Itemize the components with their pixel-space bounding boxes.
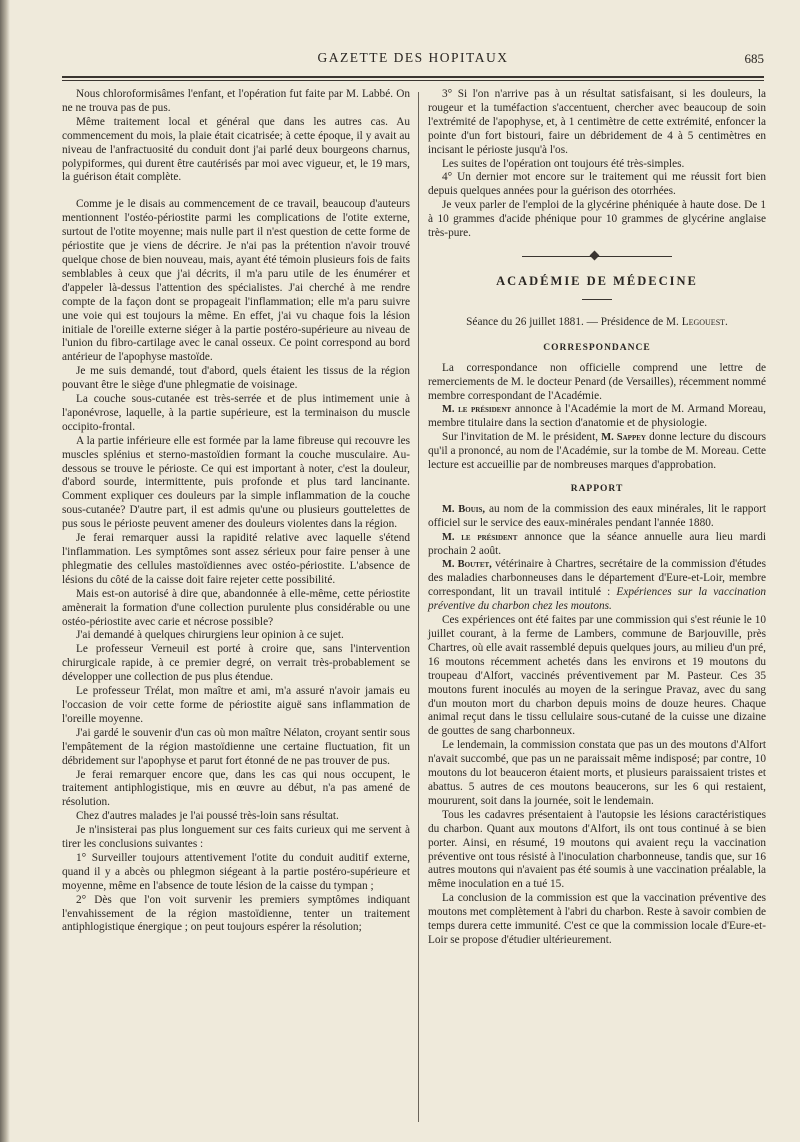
paragraph-text: Sur l'invitation de M. le président, [442,431,599,444]
running-title: GAZETTE DES HOPITAUX [317,50,509,65]
paragraph-text: au nom de la commission des eaux minérales, lit le rapport officiel sur le service des eaux-minérales pendant l'année 1880. [428,502,766,529]
paragraph: Comme je le disais au commencement de ce travail, beaucoup d'auteurs mentionnent l'ostéo-périostite parmi les complications de l'otite externe, surtout de l'otite moyenne; mais nulle part il n'est question de cette forme de périostite que je viens de décrire. Je n'ai pas la prétention n'avoir trouvé quelque chose de bien nouveau, mais, ayant été témoin plusieurs fois de faits semblables à ceux que j'ai décrits, il m'a paru utile de les énumérer et d'appeler là-dessus l'attention des spécialistes. J'ai cherché à me rendre compte de la façon dont se propageait l'inflammation; elle m'a paru suivre une voie qui est toujours la même. En effet, j'ai vu chaque fois la lésion initiale de l'oreille externe siéger à la partie postéro-supérieure au niveau de l'union du fibro-cartilage avec le canal osseux. Ce point correspond au bord antérieur de l'apophyse mastoïde. [62,198,410,364]
president-name: Legouest. [681,315,728,328]
speaker-name: M. Boutet, [442,559,492,571]
speaker-name: M. Bouis, [442,503,486,515]
paragraph: La correspondance non officielle comprend une lettre de remerciements de M. le docteur Penard (de Versailles), récemment nommé membre correspondant de l'Académie. [428,361,766,402]
paragraph [428,531,766,559]
paragraph-text: annonce que la séance annuelle aura lieu mardi prochain 2 août. [428,530,766,557]
paragraph: Le professeur Trélat, mon maître et ami, m'a assuré n'avoir jamais eu l'occasion de voir cette forme de périostite aiguë sans inflammation de l'oreille moyenne. [62,685,410,725]
paragraph-text: donne lecture du discours qu'il a prononcé, au nom de l'Académie, sur la tombe de M. Moreau. Cette lecture est accueillie par de nombreuses marques d'approbation. [428,431,767,472]
paragraph: Je n'insisterai pas plus longuement sur ces faits curieux qui me servent à tirer les conclusions suivantes : [62,824,410,851]
paragraph: Ces expériences ont été faites par une commission qui s'est réunie le 10 juillet courant, à la ferme de Lambers, commune de Barjouville, près Chartres, où elle avait rassemblé depuis quelques jours, au milieu d'un pré, 16 moutons récemment achetés dans les environs et 19 moutons du troupeau d'Alfort, vaccinés préventivement par M. Pasteur. Ces 35 moutons furent inoculés au moyen de la seringue Pravaz, avec du sang d'un mouton mort du charbon depuis moins de douze heures. Chaque animal reçut dans le tissu cellulaire sous-cutané de la cuisse une dizaine de gouttes de sang charbonneux. [428,614,766,738]
speaker-name: M. Sappey [601,432,646,444]
page-header [62,50,764,72]
paragraph: Je ferai remarquer aussi la rapidité relative avec laquelle s'étend l'inflammation. Les symptômes sont assez sérieux pour faire penser à une phlegmatie des cellules mastoïdiennes avec ostéo-périostite. L'absence de lésions du côté de la caisse doit faire rejeter cette possibilité. [62,532,410,586]
paragraph: Chez d'autres malades je l'ai poussé très-loin sans résultat. [76,810,339,823]
conclusion-item: 3° Si l'on n'arrive pas à un résultat satisfaisant, si les douleurs, la rougeur et la tuméfaction s'accentuent, chercher avec beaucoup de soin l'extrémité de l'apophyse, et, à 1 centimètre de cette extrémité, enfoncer la pointe d'un fort bistouri, faire un débridement de 4 à 5 centimètres en incisant le périoste jusqu'à l'os. [428,88,766,156]
paragraph: Je me suis demandé, tout d'abord, quels étaient les tissus de la région pouvant être le siège d'une phlegmatie de voisinage. [62,365,410,392]
ornamental-separator [522,251,672,261]
subhead-correspondance: CORRESPONDANCE [543,342,651,353]
short-rule [582,299,612,300]
left-column [62,88,410,935]
header-rule [62,76,764,78]
paragraph [428,403,766,431]
paragraph: Les suites de l'opération ont toujours été très-simples. [442,157,685,170]
speaker-name: M. le président [442,404,512,416]
section-title: ACADÉMIE DE MÉDECINE [496,273,698,288]
paragraph [428,558,766,614]
subhead-rapport: RAPPORT [570,483,624,494]
header-rule-thin [62,80,764,81]
work-title: Expériences sur la vaccination préventive du charbon chez les moutons. [428,586,766,613]
right-column [428,88,766,948]
paragraph: J'ai gardé le souvenir d'un cas où mon maître Nélaton, croyant sentir sous l'empâtement de la région mastoïdienne une certaine fluctuation, fit un débridement sur l'apophyse et parut fort étonné de ne pas trouver de pus. [62,726,410,767]
conclusion-item: 1° Surveiller toujours attentivement l'otite du conduit auditif externe, quand il y a abcès ou phlegmon siégeant à la partie postéro-supérieure et moyenne, même en l'absence de toute lésion de la caisse du tympan ; [62,851,410,892]
paragraph: La couche sous-cutanée est très-serrée et de plus intimement unie à l'aponévrose, laquelle, à la partie supérieure, est la terminaison du muscle occipito-frontal. [62,393,410,433]
paragraph: La conclusion de la commission est que la vaccination préventive des moutons met complètement à l'abri du charbon. Reste à savoir combien de temps durera cette immunité. C'est ce que la commission locale d'Eure-et-Loir se propose d'étudier ultérieurement. [428,892,766,946]
paragraph-text: annonce à l'Académie la mort de M. Armand Moreau, membre titulaire dans la section d'anatomie et de physiologie. [428,403,766,430]
paragraph: A la partie inférieure elle est formée par la lame fibreuse qui recouvre les muscles splénius et sterno-mastoïdien formant la couche musculaire. Au-dessous se trouve le périoste. Ce qui est important à noter, c'est la douleur, d'abord sourde, intermittente, puis profonde et plus tard lancinante. Comment expliquer ces douleurs par la simple inflammation de la couche sous-cutanée? D'autre part, il est admis qu'une ou plusieurs gouttelettes de pus sous le périoste peuvent amener des douleurs violentes dans la région. [62,434,410,531]
speaker-name: M. le président [442,531,518,543]
paragraph: Tous les cadavres présentaient à l'autopsie les lésions caractéristiques du charbon. Quant aux moutons d'Alfort, ils ont tous continué à se bien porter. Ainsi, en résumé, 19 moutons qui avaient reçu la vaccination préventive ont tous résisté à l'inoculation charbonneuse, tandis que, sur 16 autres moutons qui n'avaient pas été soumis à une vaccination préalable, la même inoculation en a tué 15. [428,808,766,891]
paragraph: Mais est-on autorisé à dire que, abandonnée à elle-même, cette périostite amènerait la formation d'une collection purulente plus considérable ou une ostéo-périostite avec carie et nécrose possible? [62,587,410,628]
paragraph: Nous chloroformisâmes l'enfant, et l'opération fut faite par M. Labbé. On ne ne trouva pas de pus. [62,88,410,114]
paragraph: Je veux parler de l'emploi de la glycérine phéniquée à haute dose. De 1 à 10 grammes d'acide phénique pour 10 grammes de glycérine anglaise très-pure. [428,199,766,240]
paragraph: Même traitement local et général que dans les autres cas. Au commencement du mois, la plaie était cicatrisée; à cette époque, il y avait au niveau de l'anfractuosité du conduit dont j'ai parlé deux bourgeons charnus, polypiformes, qui durent être cautérisés par moi avec vigueur, et, le 19 mars, la guérison était complète. [62,115,410,184]
diamond-ornament-icon [590,251,600,261]
conclusion-item: 4° Un dernier mot encore sur le traitement qui me réussit fort bien depuis quelques années pour la guérison des otorrhées. [428,171,766,198]
seance-line [428,316,766,330]
page-number: 685 [744,51,764,66]
seance-text: Séance du 26 juillet 1881. — Présidence de M. [466,315,679,328]
column-divider [418,92,419,1122]
paragraph [428,503,766,531]
paragraph: Le lendemain, la commission constata que pas un des moutons d'Alfort n'avait succombé, que pas un ne paraissait même indisposé; par contre, 10 moutons du lot beauceron étaient morts, et plusieurs paraissaient tristes et abattus. 5 autres de ces moutons beaucerons, sur les 6 qui restaient, moururent, soit dans la journée, soit le lendemain. [428,739,766,807]
conclusion-item: 2° Dès que l'on voit survenir les premiers symptômes indiquant l'envahissement de la région mastoïdienne, tenter un traitement antiphlogistique énergique ; on peut toujours espérer la résolution; [62,893,410,934]
paragraph: J'ai demandé à quelques chirurgiens leur opinion à ce sujet. [76,629,344,642]
paragraph-text: vétérinaire à Chartres, secrétaire de la commission d'études des maladies charbonneuses dans le département d'Eure-et-Loir, membre correspondant, lit un travail intitulé : [428,558,767,599]
binding-edge [0,0,10,1142]
paragraph [428,431,766,473]
paragraph: Je ferai remarquer encore que, dans les cas qui nous occupent, le traitement antiphlogistique, mis en œuvre au début, n'a pas amené de résolution. [62,768,410,809]
paragraph: Le professeur Verneuil est porté à croire que, sans l'intervention chirurgicale rapide, à ce premier degré, on verrait très-probablement se développer une collection de pus plus étendue. [62,643,410,684]
